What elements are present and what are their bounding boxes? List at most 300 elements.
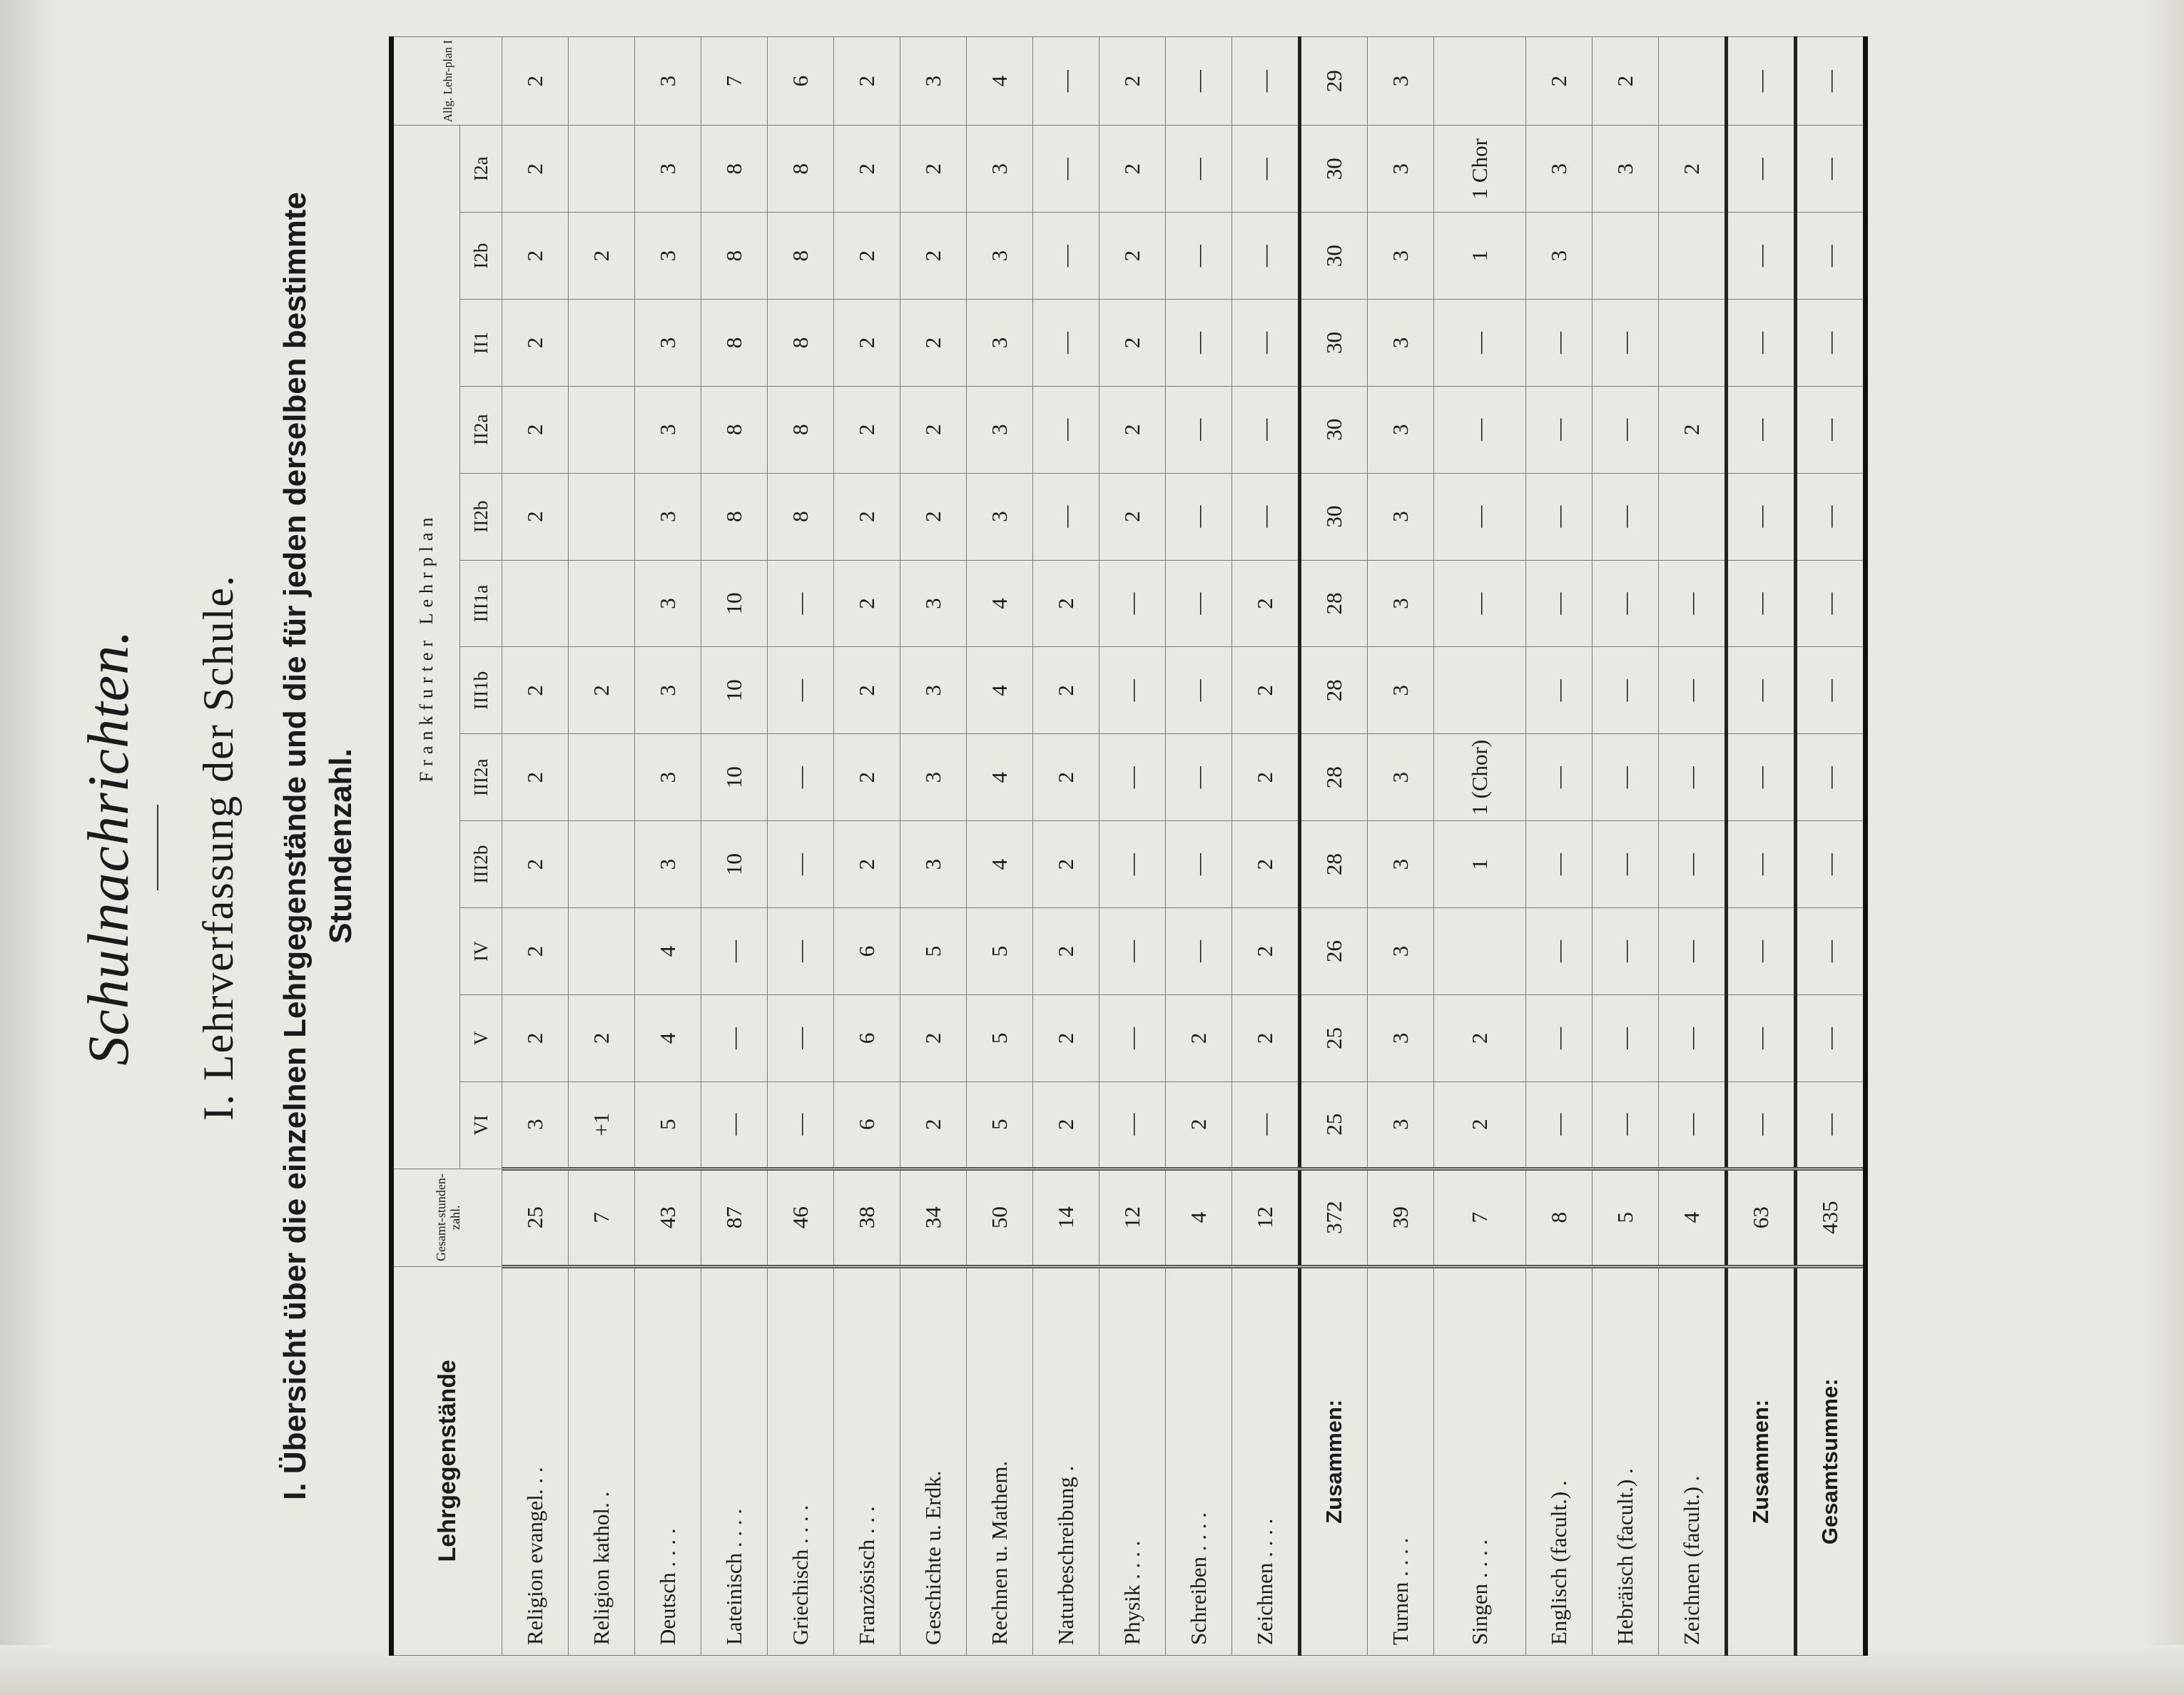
hours-cell: — — [1166, 908, 1232, 995]
hours-cell: 8 — [701, 473, 768, 560]
subject-cell: Religion evangel. . . — [502, 1266, 569, 1655]
total-hours-cell: 12 — [1099, 1169, 1166, 1266]
hours-cell: 2 — [1434, 994, 1526, 1081]
hours-cell: 30 — [1300, 300, 1368, 387]
hours-cell: 3 — [635, 821, 701, 908]
hours-cell: — — [1659, 734, 1727, 821]
hours-cell: — — [1099, 560, 1166, 647]
hours-cell: 2 — [1659, 126, 1727, 213]
hours-cell: — — [1796, 37, 1866, 126]
subject-cell: Lateinisch . . . . — [701, 1266, 768, 1655]
table-summary-row — [1727, 37, 1796, 1656]
hours-cell — [569, 386, 635, 473]
hours-cell: 3 — [1526, 126, 1593, 213]
hours-cell: — — [1593, 560, 1659, 647]
hours-cell: — — [1796, 821, 1866, 908]
subject-cell: Geschichte u. Erdk. — [900, 1266, 967, 1655]
header-class: I2a — [460, 126, 502, 213]
table-body — [502, 37, 1866, 1656]
hours-cell: — — [1434, 560, 1526, 647]
hours-cell: — — [1659, 647, 1727, 734]
hours-cell: 2 — [834, 473, 900, 560]
hours-cell: — — [1099, 994, 1166, 1081]
hours-cell: — — [1526, 821, 1593, 908]
total-hours-cell: 39 — [1368, 1169, 1434, 1266]
hours-cell: 2 — [1232, 821, 1300, 908]
hours-cell: 6 — [834, 994, 900, 1081]
subject-cell: Hebräisch (facult.) . — [1593, 1266, 1659, 1655]
hours-cell: 2 — [834, 126, 900, 213]
hours-cell: 10 — [701, 821, 768, 908]
subject-cell: Griechisch . . . . — [768, 1266, 834, 1655]
hours-cell: — — [768, 734, 834, 821]
hours-cell: 5 — [967, 994, 1033, 1081]
hours-cell: — — [1033, 300, 1099, 387]
hours-cell: — — [1796, 994, 1866, 1081]
hours-cell — [1593, 213, 1659, 300]
hours-cell: 2 — [1033, 994, 1099, 1081]
hours-cell: — — [1166, 473, 1232, 560]
page-title: Schulnachrichten. — [76, 629, 141, 1066]
hours-cell: 30 — [1300, 213, 1368, 300]
hours-cell: — — [1727, 1081, 1796, 1169]
total-hours-cell: 50 — [967, 1169, 1033, 1266]
total-hours-cell: 12 — [1232, 1169, 1300, 1266]
hours-cell: 2 — [502, 126, 569, 213]
hours-cell: 6 — [834, 1081, 900, 1169]
hours-cell — [569, 300, 635, 387]
hours-cell — [1659, 300, 1727, 387]
hours-cell: 2 — [1526, 37, 1593, 126]
table-row — [1593, 37, 1659, 1656]
hours-cell: 2 — [900, 126, 967, 213]
hours-cell: — — [1033, 473, 1099, 560]
hours-cell: — — [1796, 560, 1866, 647]
table-row — [1099, 37, 1166, 1656]
hours-cell: — — [1727, 126, 1796, 213]
hours-cell: 8 — [768, 126, 834, 213]
subject-cell: Zeichnen . . . . — [1232, 1266, 1300, 1655]
total-hours-cell: 435 — [1796, 1169, 1866, 1266]
subject-cell: Deutsch . . . . — [635, 1266, 701, 1655]
hours-cell: 3 — [635, 647, 701, 734]
hours-cell: — — [1593, 994, 1659, 1081]
hours-cell — [1659, 37, 1727, 126]
hours-cell: 5 — [900, 908, 967, 995]
hours-cell: 3 — [900, 734, 967, 821]
table-summary-row — [1300, 37, 1368, 1656]
hours-cell: 2 — [834, 647, 900, 734]
hours-cell: — — [1526, 994, 1593, 1081]
hours-cell: 2 — [900, 473, 967, 560]
hours-cell: — — [1099, 821, 1166, 908]
hours-cell: 1 Chor — [1434, 126, 1526, 213]
table-row — [1033, 37, 1099, 1656]
hours-cell: — — [768, 1081, 834, 1169]
hours-cell: 3 — [900, 647, 967, 734]
hours-cell — [569, 37, 635, 126]
total-hours-cell: 34 — [900, 1169, 967, 1266]
hours-cell: 3 — [635, 300, 701, 387]
hours-cell: 8 — [701, 386, 768, 473]
hours-cell — [1659, 213, 1727, 300]
total-hours-cell: 4 — [1659, 1169, 1727, 1266]
hours-cell — [569, 560, 635, 647]
hours-cell: — — [1232, 300, 1300, 387]
table-row — [768, 37, 834, 1656]
hours-cell: — — [1232, 126, 1300, 213]
hours-cell: 3 — [1368, 300, 1434, 387]
hours-cell — [1659, 473, 1727, 560]
hours-cell: — — [1526, 386, 1593, 473]
table-row — [834, 37, 900, 1656]
hours-cell: — — [1232, 473, 1300, 560]
hours-cell: 2 — [1099, 473, 1166, 560]
total-hours-cell: 38 — [834, 1169, 900, 1266]
total-hours-cell: 43 — [635, 1169, 701, 1266]
hours-cell: 3 — [900, 560, 967, 647]
subject-cell: Naturbeschreibung . — [1033, 1266, 1099, 1655]
hours-cell — [569, 734, 635, 821]
hours-cell: — — [768, 908, 834, 995]
hours-cell: 3 — [635, 473, 701, 560]
hours-cell: 5 — [635, 1081, 701, 1169]
hours-cell: — — [1526, 908, 1593, 995]
header-class: III2b — [460, 821, 502, 908]
hours-cell: — — [1593, 386, 1659, 473]
hours-cell — [1434, 37, 1526, 126]
hours-cell: 28 — [1300, 821, 1368, 908]
hours-cell: — — [1727, 994, 1796, 1081]
hours-cell: 8 — [701, 300, 768, 387]
hours-cell: 2 — [502, 994, 569, 1081]
header-allg-lehrplan: Allg. Lehr-plan I — [392, 37, 502, 126]
hours-cell: 3 — [1368, 647, 1434, 734]
hours-cell: 3 — [967, 300, 1033, 387]
hours-cell: 8 — [701, 213, 768, 300]
hours-cell: 2 — [1166, 994, 1232, 1081]
hours-cell: — — [1796, 1081, 1866, 1169]
hours-cell — [569, 473, 635, 560]
hours-cell: 30 — [1300, 473, 1368, 560]
hours-cell: 1 — [1434, 821, 1526, 908]
subject-cell: Schreiben . . . . — [1166, 1266, 1232, 1655]
hours-cell: 2 — [834, 734, 900, 821]
header-total: Gesamt-stunden-zahl. — [392, 1169, 502, 1266]
header-class: III1a — [460, 560, 502, 647]
header-subject: Lehrgegenstände — [392, 1266, 502, 1655]
hours-cell: 2 — [502, 300, 569, 387]
hours-cell: — — [1166, 734, 1232, 821]
hours-cell: 4 — [967, 821, 1033, 908]
hours-cell: 2 — [1593, 37, 1659, 126]
hours-cell: 2 — [1232, 908, 1300, 995]
header-class: II2b — [460, 473, 502, 560]
hours-cell: — — [1166, 821, 1232, 908]
total-hours-cell: 7 — [569, 1169, 635, 1266]
table-row — [502, 37, 569, 1656]
total-hours-cell: 87 — [701, 1169, 768, 1266]
hours-cell: 2 — [502, 821, 569, 908]
hours-cell: 25 — [1300, 1081, 1368, 1169]
hours-cell: 3 — [1368, 560, 1434, 647]
subject-cell: Rechnen u. Mathem. — [967, 1266, 1033, 1655]
hours-cell: 3 — [635, 560, 701, 647]
subject-cell: Gesamtsumme: — [1796, 1266, 1866, 1655]
header-class: I2b — [460, 213, 502, 300]
total-hours-cell: 46 — [768, 1169, 834, 1266]
hours-cell: — — [1659, 560, 1727, 647]
hours-cell: 2 — [1099, 37, 1166, 126]
hours-cell: — — [1593, 1081, 1659, 1169]
hours-cell: 2 — [569, 994, 635, 1081]
hours-cell: — — [1166, 300, 1232, 387]
hours-cell: 6 — [834, 908, 900, 995]
hours-cell: — — [768, 821, 834, 908]
hours-cell: 1 — [1434, 213, 1526, 300]
hours-cell: — — [1166, 386, 1232, 473]
hours-cell: — — [1033, 37, 1099, 126]
hours-cell: — — [1727, 37, 1796, 126]
hours-cell: 30 — [1300, 126, 1368, 213]
hours-cell: 4 — [967, 734, 1033, 821]
hours-cell: — — [1434, 473, 1526, 560]
hours-cell: — — [1232, 1081, 1300, 1169]
hours-cell: 3 — [1593, 126, 1659, 213]
hours-cell: — — [1659, 821, 1727, 908]
hours-cell: — — [768, 647, 834, 734]
hours-cell: — — [1796, 908, 1866, 995]
hours-cell: 3 — [1368, 1081, 1434, 1169]
hours-cell: — — [1727, 647, 1796, 734]
hours-cell: 10 — [701, 560, 768, 647]
hours-cell: 30 — [1300, 386, 1368, 473]
hours-cell: 2 — [1099, 300, 1166, 387]
hours-cell: — — [1526, 473, 1593, 560]
hours-cell: 10 — [701, 647, 768, 734]
table-row — [1659, 37, 1727, 1656]
hours-cell: — — [1099, 734, 1166, 821]
hours-cell: — — [1796, 473, 1866, 560]
hours-cell: 3 — [635, 213, 701, 300]
hours-cell: 2 — [502, 734, 569, 821]
table-row — [967, 37, 1033, 1656]
hours-cell: — — [701, 1081, 768, 1169]
hours-cell: — — [1727, 821, 1796, 908]
hours-cell: 2 — [1033, 734, 1099, 821]
table-row — [1232, 37, 1300, 1656]
hours-cell: — — [1659, 908, 1727, 995]
hours-cell: 28 — [1300, 647, 1368, 734]
hours-cell: 3 — [967, 386, 1033, 473]
hours-cell: 3 — [1368, 473, 1434, 560]
hours-cell: — — [1593, 647, 1659, 734]
hours-cell: 7 — [701, 37, 768, 126]
hours-cell: — — [1796, 213, 1866, 300]
table-row — [701, 37, 768, 1656]
hours-cell: — — [1727, 300, 1796, 387]
hours-cell: 2 — [1232, 994, 1300, 1081]
hours-cell: 4 — [635, 908, 701, 995]
hours-cell: — — [1727, 734, 1796, 821]
hours-cell: 2 — [900, 994, 967, 1081]
hours-cell: 1 (Chor) — [1434, 734, 1526, 821]
hours-cell: — — [1526, 300, 1593, 387]
hours-cell: 2 — [900, 386, 967, 473]
hours-cell: 2 — [1166, 1081, 1232, 1169]
hours-cell: — — [1593, 908, 1659, 995]
hours-cell: 2 — [502, 386, 569, 473]
hours-cell: — — [1099, 647, 1166, 734]
title-divider — [157, 805, 158, 890]
hours-cell: 2 — [502, 37, 569, 126]
hours-cell: 2 — [569, 213, 635, 300]
hours-cell: 8 — [768, 386, 834, 473]
hours-cell: 3 — [1368, 994, 1434, 1081]
hours-cell: 8 — [768, 473, 834, 560]
hours-cell: 28 — [1300, 734, 1368, 821]
total-hours-cell: 372 — [1300, 1169, 1368, 1266]
hours-cell: 4 — [967, 647, 1033, 734]
subject-cell: Französisch . . . — [834, 1266, 900, 1655]
hours-cell: 2 — [1099, 386, 1166, 473]
hours-cell: — — [768, 560, 834, 647]
subject-cell: Singen . . . . — [1434, 1266, 1526, 1655]
hours-cell: 3 — [1368, 908, 1434, 995]
hours-cell: 3 — [1368, 734, 1434, 821]
hours-cell: — — [768, 994, 834, 1081]
hours-cell: — — [701, 908, 768, 995]
hours-cell: 2 — [1659, 386, 1727, 473]
hours-cell: 2 — [502, 908, 569, 995]
hours-cell: 3 — [1526, 213, 1593, 300]
hours-cell: 8 — [701, 126, 768, 213]
hours-cell: — — [701, 994, 768, 1081]
hours-cell — [1434, 908, 1526, 995]
hours-cell: 3 — [967, 473, 1033, 560]
table-row — [1434, 37, 1526, 1656]
hours-cell: 5 — [967, 1081, 1033, 1169]
hours-cell: 2 — [502, 473, 569, 560]
hours-cell: 2 — [900, 300, 967, 387]
total-hours-cell: 14 — [1033, 1169, 1099, 1266]
hours-cell: — — [1593, 473, 1659, 560]
subject-cell: Turnen . . . . — [1368, 1266, 1434, 1655]
hours-cell: — — [1232, 386, 1300, 473]
hours-cell: 2 — [502, 647, 569, 734]
total-hours-cell: 8 — [1526, 1169, 1593, 1266]
hours-cell: 3 — [1368, 821, 1434, 908]
hours-cell: — — [1166, 37, 1232, 126]
subject-cell: Zusammen: — [1727, 1266, 1796, 1655]
total-hours-cell: 7 — [1434, 1169, 1526, 1266]
hours-cell: 2 — [834, 300, 900, 387]
hours-cell: — — [1727, 473, 1796, 560]
hours-cell: 2 — [834, 821, 900, 908]
hours-cell: 4 — [967, 37, 1033, 126]
hours-cell: 2 — [1232, 560, 1300, 647]
hours-cell: — — [1727, 213, 1796, 300]
table-summary-row — [1796, 37, 1866, 1656]
hours-cell: 3 — [1368, 213, 1434, 300]
hours-cell — [569, 908, 635, 995]
hours-cell: — — [1659, 994, 1727, 1081]
hours-cell: 2 — [834, 37, 900, 126]
table-row — [1526, 37, 1593, 1656]
hours-cell: 2 — [569, 647, 635, 734]
hours-cell: 5 — [967, 908, 1033, 995]
hours-cell: 8 — [768, 213, 834, 300]
hours-cell: 2 — [900, 213, 967, 300]
hours-cell — [502, 560, 569, 647]
table-row — [900, 37, 967, 1656]
hours-cell: 2 — [1434, 1081, 1526, 1169]
hours-cell: — — [1232, 213, 1300, 300]
hours-cell: 6 — [768, 37, 834, 126]
hours-cell: +1 — [569, 1081, 635, 1169]
hours-cell: — — [1796, 300, 1866, 387]
hours-cell: 3 — [635, 386, 701, 473]
table-row — [569, 37, 635, 1656]
hours-cell: — — [1659, 1081, 1727, 1169]
subject-cell: Physik . . . . — [1099, 1266, 1166, 1655]
hours-cell: — — [1796, 126, 1866, 213]
hours-cell: 2 — [1232, 734, 1300, 821]
section-title: I. Lehrverfassung der Schule. — [195, 574, 242, 1121]
table-row — [1368, 37, 1434, 1656]
hours-cell: 2 — [900, 1081, 967, 1169]
hours-cell: — — [1526, 1081, 1593, 1169]
hours-cell: — — [1033, 126, 1099, 213]
hours-cell: 2 — [834, 213, 900, 300]
hours-cell: 2 — [1033, 821, 1099, 908]
hours-cell: — — [1166, 126, 1232, 213]
header-row-group — [392, 37, 460, 1656]
hours-cell: — — [1166, 213, 1232, 300]
header-frankfurter-lehrplan: Frankfurter Lehrplan — [392, 126, 460, 1169]
hours-cell: 3 — [635, 37, 701, 126]
hours-cell: 3 — [502, 1081, 569, 1169]
hours-cell: 3 — [635, 126, 701, 213]
hours-cell: — — [1593, 821, 1659, 908]
hours-cell: — — [1434, 386, 1526, 473]
hours-cell — [569, 126, 635, 213]
hours-cell: 2 — [1099, 213, 1166, 300]
total-hours-cell: 5 — [1593, 1169, 1659, 1266]
hours-cell: 4 — [635, 994, 701, 1081]
total-hours-cell: 4 — [1166, 1169, 1232, 1266]
hours-cell: — — [1727, 560, 1796, 647]
hours-cell: 3 — [900, 37, 967, 126]
hours-cell: 2 — [502, 213, 569, 300]
hours-cell: — — [1166, 647, 1232, 734]
hours-cell: — — [1593, 300, 1659, 387]
hours-cell: 2 — [1033, 1081, 1099, 1169]
hours-cell: 25 — [1300, 994, 1368, 1081]
hours-cell: 8 — [768, 300, 834, 387]
header-class: VI — [460, 1081, 502, 1169]
hours-cell: 3 — [1368, 126, 1434, 213]
hours-cell: 2 — [834, 560, 900, 647]
hours-cell — [1434, 647, 1526, 734]
header-class: V — [460, 994, 502, 1081]
hours-cell: — — [1099, 1081, 1166, 1169]
hours-cell: 4 — [967, 560, 1033, 647]
hours-cell: — — [1166, 560, 1232, 647]
hours-cell: — — [1526, 734, 1593, 821]
hours-cell: 2 — [1099, 126, 1166, 213]
hours-cell: 28 — [1300, 560, 1368, 647]
